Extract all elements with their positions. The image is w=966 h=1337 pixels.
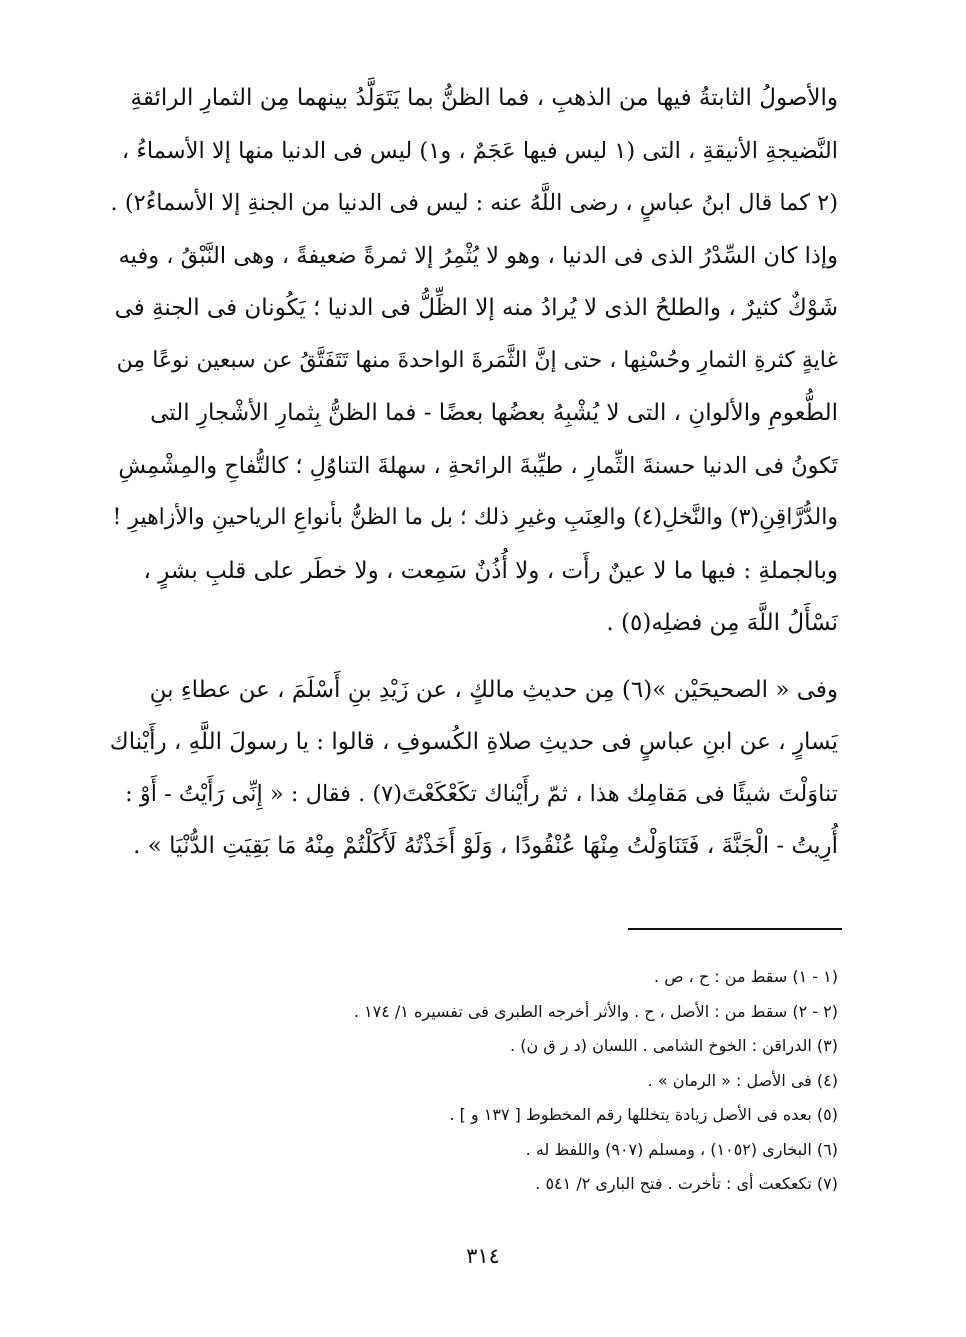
text-line: وفى « الصحيحَيْن »(٦) مِن حديثِ مالكٍ ، عن زَيْدِ بنِ أَسْلَمَ ، عن عطاءِ بنِ (149, 677, 838, 703)
text-line: تَكونُ فى الدنيا حسنةَ الثِّمارِ ، طيِّبةَ الرائحةِ ، سهلةَ التناوُلِ ؛ كالتُّفاحِ والمِشْمِشِ (118, 452, 838, 479)
footnote-3: (٣) الدراقن : الخوخ الشامى . اللسان (د ر ق ن) . (510, 1036, 838, 1055)
footnote-6: (٦) البخارى (١٠٥٢) ، ومسلم (٩٠٧) واللفظ له . (525, 1139, 838, 1159)
text-line: وبالجملةِ : فيها ما لا عينٌ رأَت ، ولا أُذُنٌ سَمِعت ، ولا خطَر على قلبِ بشرٍ ، (143, 557, 838, 584)
text-line: والدُّرَّاقِنِ(٣) والنَّخلِ(٤) والعِنَبِ وغيرِ ذلك ؛ بل ما الظنُّ بأنواعِ الرياحينِ والأزاهيرِ ! (112, 505, 838, 530)
footnote-4: (٤) فى الأصل : « الرمان » . (647, 1070, 838, 1090)
text-line: أُرِيتُ - الْجَنَّةَ ، فَتَنَاوَلْتُ مِنْهَا عُنْقُودًا ، وَلَوْ أَخَذْتُهُ لَأَكَلْتُمْ مِنْهُ مَا بَقِيَتِ الدُّنْيَا » . (133, 833, 838, 859)
text-line: (٢ كما قال ابنُ عباسٍ ، رضى اللَّهُ عنه : ليس فى الدنيا من الجنةِ إلا الأسماءُ٢) . (110, 190, 838, 216)
footnote-5: (٥) بعده فى الأصل زيادة يتخللها رقم المخطوط [ ١٣٧ و ] . (449, 1105, 838, 1124)
text-line: غايةٍ كثرةِ الثمارِ وحُسْنِها ، حتى إنَّ الثَّمَرةَ الواحدةَ منها تَتَفَتَّقُ عن سبعين نوعًا مِن (116, 347, 838, 373)
text-line: الطُّعومِ والألوانِ ، التى لا يُشْبِهُ بعضُها بعضًا - فما الظنُّ بِثمارِ الأشْجارِ التى (150, 400, 838, 426)
body-paragraph-1 (110, 72, 838, 650)
body-paragraph-2 (110, 664, 838, 872)
footnotes (180, 960, 838, 1202)
footnote-2: (٢ - ٢) سقط من : الأصل ، ح . والأثر أخرجه الطبرى فى تفسيره ١/ ١٧٤ . (353, 1001, 838, 1021)
page-number: ٣١٤ (466, 1244, 500, 1268)
text-line: يَسارٍ ، عن ابنِ عباسٍ فى حديثِ صلاةِ الكُسوفِ ، قالوا : يا رسولَ اللَّهِ ، رأَيْناك (110, 729, 838, 755)
text-line: شَوْكٌ كثيرٌ ، والطلحُ الذى لا يُرادُ منه إلا الظِّلُّ فى الدنيا ؛ يَكُونان فى الجنةِ فى (114, 295, 838, 321)
text-line: والأصولُ الثابتةُ فيها من الذهبِ ، فما الظنُّ بما يَتَوَلَّدُ بينهما مِن الثمارِ الرائقةِ (130, 85, 838, 111)
text-line: نَسْأَلُ اللَّهَ مِن فضلِه(٥) . (606, 610, 838, 636)
text-line: النَّضيجةِ الأنيقةِ ، التى (١ ليس فيها عَجَمٌ ، و١) ليس فى الدنيا منها إلا الأسماءُ ، (121, 137, 838, 164)
text-line: وإذا كان السِّدْرُ الذى فى الدنيا ، وهو لا يُثْمِرُ إلا ثمرةً ضعيفةً ، وهى النَّبْقُ ، وفيه (118, 242, 838, 269)
footnote-1: (١ - ١) سقط من : ح ، ص . (654, 967, 838, 986)
footnote-separator (628, 928, 842, 930)
text-line: تناوَلْتَ شيئًا فى مَقامِك هذا ، ثمّ رأَيْناك تكَعْكَعْتَ(٧) . فقال : « إِنِّى رَأَيْتُ - أَوْ : (125, 781, 838, 807)
footnote-7: (٧) تكعكعت أى : تأخرت . فتح البارى ٢/ ٥٤١ . (535, 1174, 838, 1193)
